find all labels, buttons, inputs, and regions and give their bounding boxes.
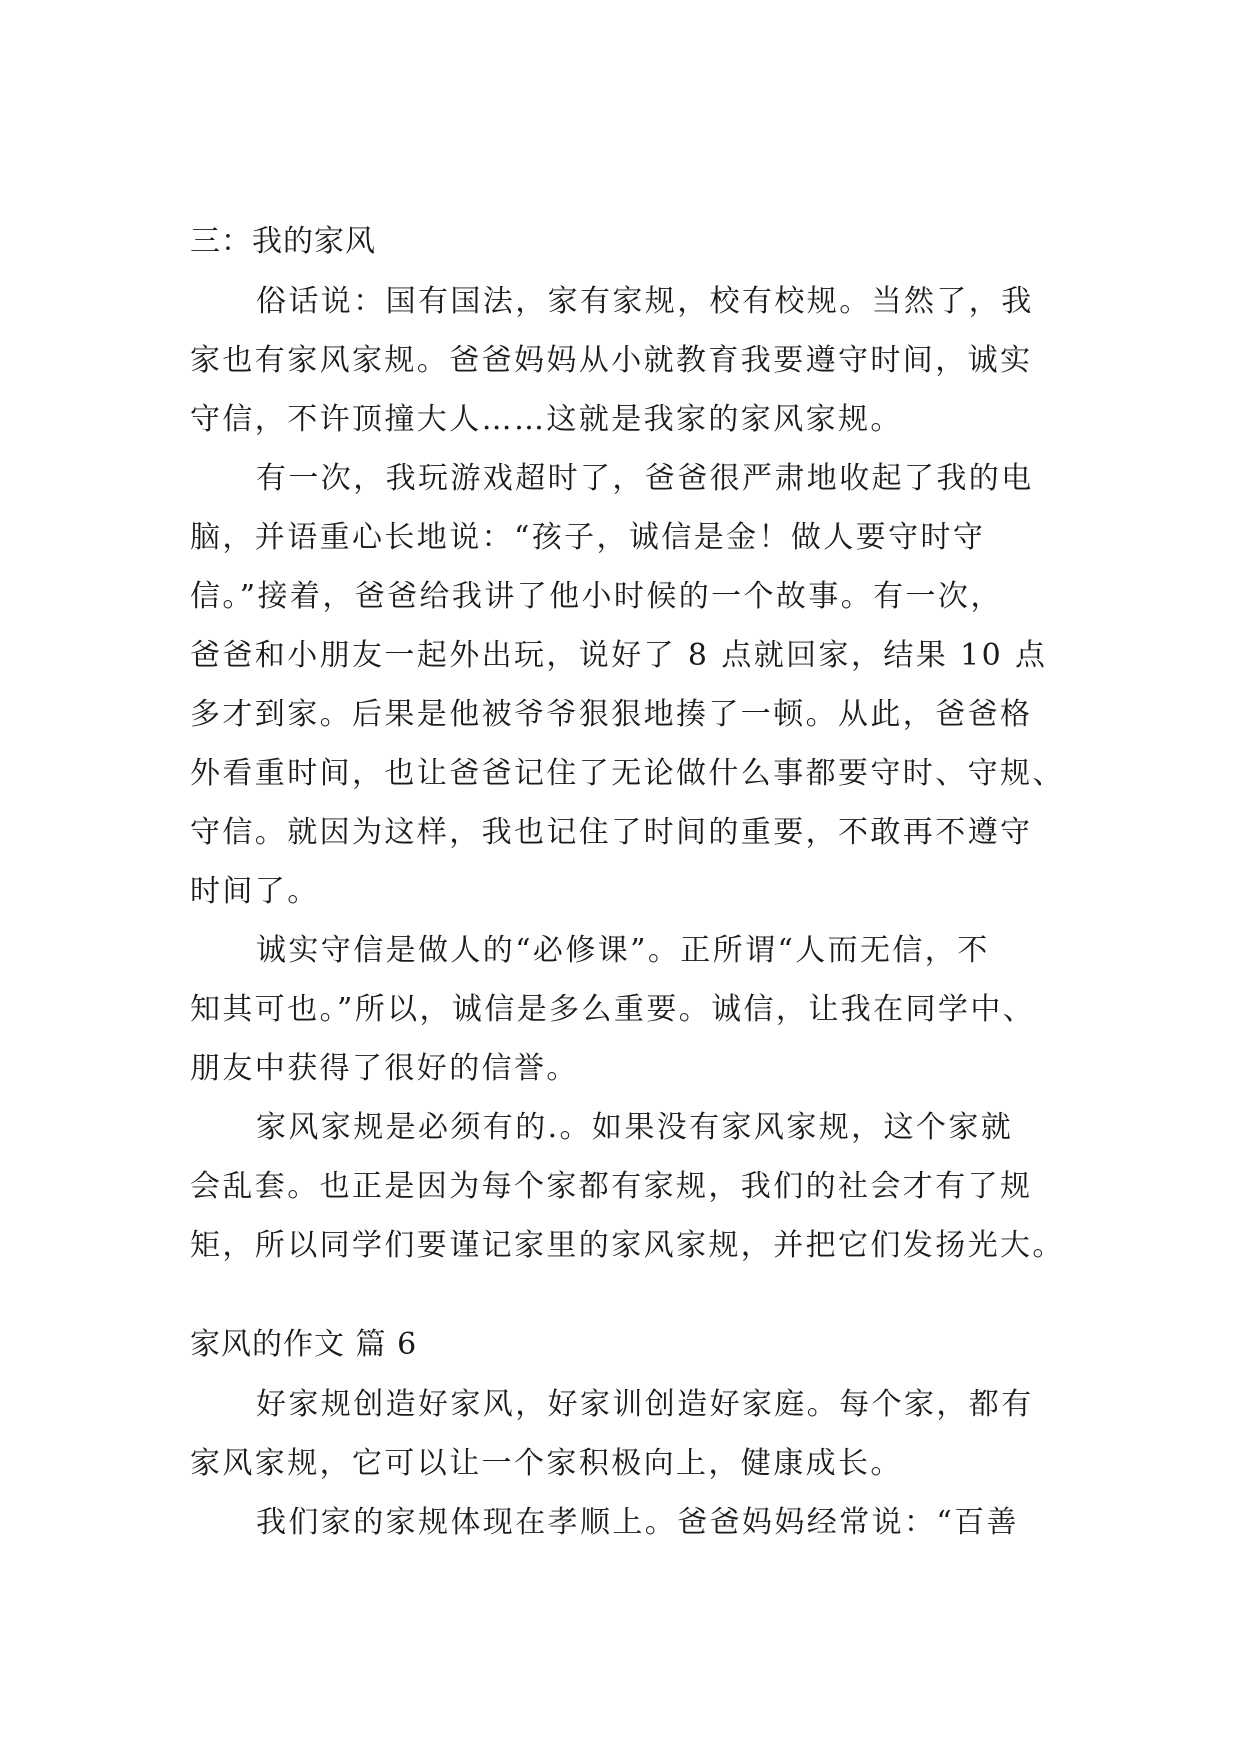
paragraph-line: 家也有家风家规。爸爸妈妈从小就教育我要遵守时间，诚实 xyxy=(190,343,1033,378)
paragraph-line: 时间了。 xyxy=(190,874,320,909)
paragraph-line: 有一次，我玩游戏超时了，爸爸很严肃地收起了我的电 xyxy=(256,461,1034,496)
paragraph-line: 多才到家。后果是他被爷爷狠狠地揍了一顿。从此，爸爸格 xyxy=(190,697,1033,732)
paragraph-line: 信。”接着，爸爸给我讲了他小时候的一个故事。有一次， xyxy=(190,579,1003,614)
section-heading: 家风的作文 篇 6 xyxy=(190,1327,418,1362)
paragraph-line: 脑，并语重心长地说：“孩子，诚信是金！做人要守时守 xyxy=(190,520,986,555)
section-heading: 三：我的家风 xyxy=(190,224,376,259)
paragraph-line: 家风家规，它可以让一个家积极向上，健康成长。 xyxy=(190,1446,903,1481)
paragraph-line: 知其可也。”所以，诚信是多么重要。诚信，让我在同学中、 xyxy=(190,992,1036,1027)
paragraph-line: 会乱套。也正是因为每个家都有家规，我们的社会才有了规 xyxy=(190,1169,1033,1204)
paragraph-line: 诚实守信是做人的“必修课”。正所谓“人而无信，不 xyxy=(256,933,990,968)
paragraph-line: 外看重时间，也让爸爸记住了无论做什么事都要守时、守规、 xyxy=(190,756,1065,791)
paragraph-line: 俗话说：国有国法，家有家规，校有校规。当然了，我 xyxy=(256,284,1034,319)
paragraph-line: 守信。就因为这样，我也记住了时间的重要，不敢再不遵守 xyxy=(190,815,1033,850)
paragraph-line: 朋友中获得了很好的信誉。 xyxy=(190,1051,579,1086)
paragraph-line: 矩，所以同学们要谨记家里的家风家规，并把它们发扬光大。 xyxy=(190,1228,1065,1263)
paragraph-line: 我们家的家规体现在孝顺上。爸爸妈妈经常说：“百善 xyxy=(256,1505,1019,1540)
paragraph-line: 家风家规是必须有的.。如果没有家风家规，这个家就 xyxy=(256,1110,1014,1145)
paragraph-line: 守信，不许顶撞大人……这就是我家的家风家规。 xyxy=(190,402,903,437)
paragraph-line: 爸爸和小朋友一起外出玩，说好了 8 点就回家，结果 10 点 xyxy=(190,638,1048,673)
paragraph-line: 好家规创造好家风，好家训创造好家庭。每个家，都有 xyxy=(256,1387,1034,1422)
